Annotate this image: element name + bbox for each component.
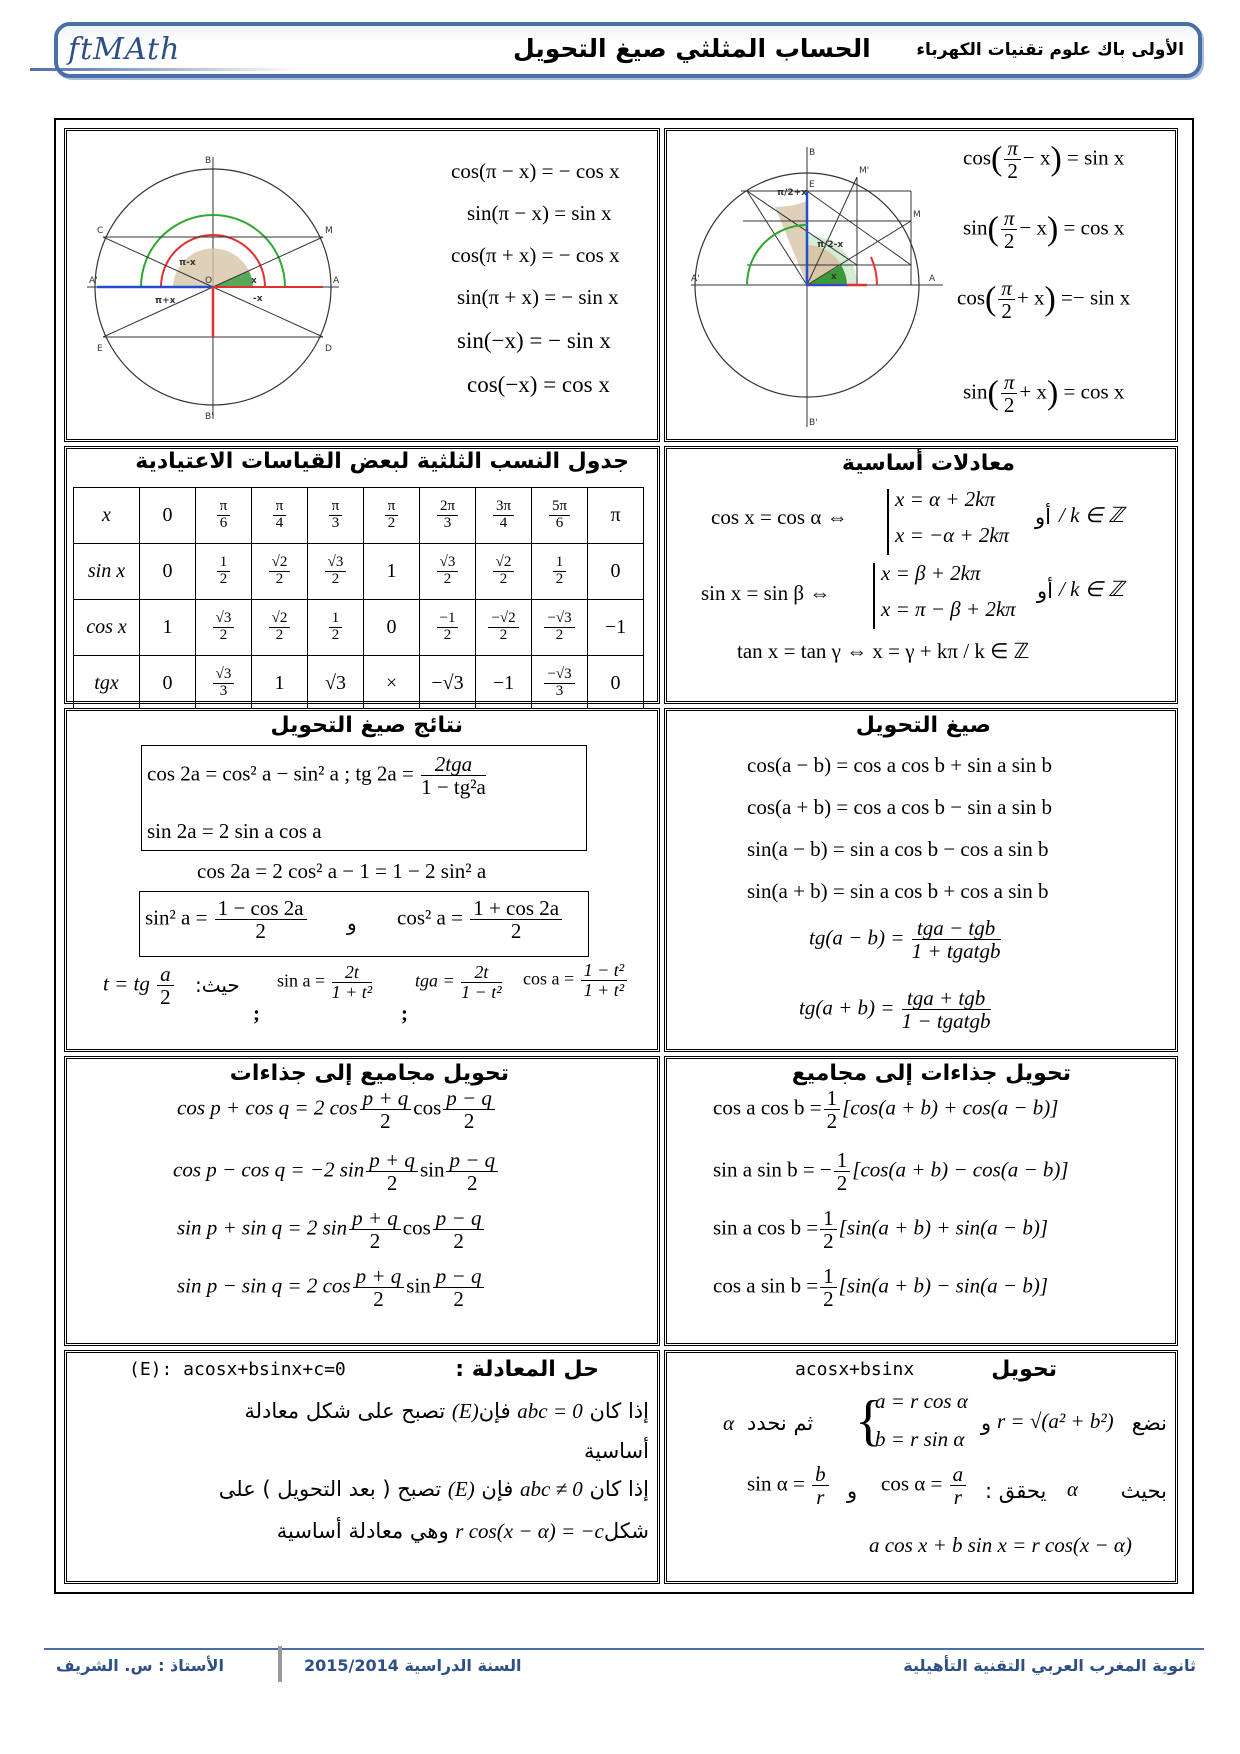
table-cell: 0 bbox=[588, 544, 644, 600]
and-label-2: و bbox=[847, 1479, 858, 1503]
table-fraction: $\frac{\pi}{3}$ bbox=[329, 499, 343, 532]
table-fraction: $\frac{1}{2}$ bbox=[329, 611, 343, 644]
table-cell bbox=[196, 488, 252, 544]
table-row bbox=[74, 544, 644, 600]
school-year: السنة الدراسية 2015/2014 bbox=[304, 1656, 522, 1675]
header-decoration bbox=[30, 68, 300, 71]
table-cell: 0 bbox=[140, 544, 196, 600]
cos-system-brace bbox=[887, 489, 889, 555]
table-cell: sin x bbox=[74, 544, 140, 600]
label-Ap: A' bbox=[89, 276, 98, 286]
cos-or: أو bbox=[1035, 505, 1051, 529]
identity-sin-pi2-minus-x: sin( $\frac{\pi}{2}$ − x) = cos x bbox=[963, 206, 1125, 254]
logo: ftMAth bbox=[68, 32, 181, 67]
table-cell bbox=[196, 600, 252, 656]
system-a: a = r cos α bbox=[875, 1389, 968, 1413]
product-to-sum-line: sin a cos b = $\frac{1}{2}$ [sin(a + b) + sin(a − b)] bbox=[713, 1206, 1049, 1254]
label-pi2-plus-x: π/2+x bbox=[777, 188, 808, 198]
box-product-to-sum bbox=[664, 1056, 1178, 1346]
table-fraction: $\frac{√3}{3}$ bbox=[213, 667, 235, 700]
table-cell: −√3 bbox=[420, 656, 476, 712]
verifies-label: يحقق : bbox=[985, 1479, 1047, 1503]
table-fraction: $\frac{5\pi}{6}$ bbox=[549, 499, 570, 532]
table-fraction: $\frac{√3}{2}$ bbox=[213, 611, 235, 644]
such-that: بحيث bbox=[1120, 1479, 1167, 1503]
table-cell bbox=[252, 600, 308, 656]
table-cell bbox=[308, 488, 364, 544]
case-1: إذا كان abc = 0 فإن(E) تصبح على شكل معادلة bbox=[244, 1399, 649, 1423]
table-cell: 1 bbox=[140, 600, 196, 656]
red-arc bbox=[871, 257, 877, 285]
sin-equation-lhs: sin x = sin β ⇔ bbox=[701, 581, 831, 605]
table-cell bbox=[364, 488, 420, 544]
unit-circle-diagram-left bbox=[83, 151, 343, 423]
sin2a: sin 2a = 2 sin a cos a bbox=[147, 819, 322, 843]
identity-sin-pi-plus-x: sin(π + x) = − sin x bbox=[457, 285, 619, 309]
box-solve-equation bbox=[64, 1350, 660, 1584]
label-minus-x: -x bbox=[253, 294, 263, 304]
table-row bbox=[74, 656, 644, 712]
table-cell: √3 bbox=[308, 656, 364, 712]
final-identity: a cos x + b sin x = r cos(x − α) bbox=[869, 1533, 1132, 1557]
table-fraction: $\frac{1}{2}$ bbox=[553, 555, 567, 588]
identity-sin-minus-x: sin(−x) = − sin x bbox=[457, 328, 611, 353]
table-fraction: $\frac{√3}{2}$ bbox=[437, 555, 459, 588]
label-Ap: A' bbox=[691, 274, 700, 284]
identity-cos-pi-minus-x: cos(π − x) = − cos x bbox=[451, 159, 620, 183]
teacher-name: الأستاذ : س. الشريف bbox=[56, 1656, 224, 1675]
box-value-table bbox=[64, 446, 660, 704]
solve-equation: (E): acosx+bsinx+c=0 bbox=[129, 1359, 346, 1380]
table-cell: 1 bbox=[252, 656, 308, 712]
label-E: E bbox=[809, 180, 815, 190]
table-fraction: $\frac{3\pi}{4}$ bbox=[493, 499, 514, 532]
system-brace: { bbox=[855, 1390, 882, 1452]
separator-2: ; bbox=[401, 1001, 408, 1025]
results-title: نتائج صيغ التحويل bbox=[270, 713, 463, 738]
table-cell: 0 bbox=[588, 656, 644, 712]
then-label: ثم نحدد bbox=[747, 1411, 814, 1435]
table-cell: 0 bbox=[140, 488, 196, 544]
sum-to-product-line: sin p + sin q = 2 sin $\frac{p + q}{2}$ cos $\frac{p - q}{2}$ bbox=[177, 1207, 486, 1252]
product-to-sum-line: cos a cos b = $\frac{1}{2}$ [cos(a + b) + cos(a − b)] bbox=[713, 1086, 1059, 1134]
identity-cos-pi2-minus-x: cos( $\frac{\pi}{2}$ − x) = sin x bbox=[963, 136, 1125, 184]
equations-title: معادلات أساسية bbox=[841, 451, 1015, 476]
table-cell bbox=[476, 600, 532, 656]
cos-a-plus-b: cos(a + b) = cos a cos b − sin a sin b bbox=[747, 795, 1052, 819]
table-fraction: $\frac{-√2}{2}$ bbox=[488, 611, 518, 644]
sin-or: أو bbox=[1037, 579, 1053, 603]
and-label: و bbox=[981, 1411, 992, 1435]
case-2-cont: شكلr cos(x − α) = −c وهي معادلة أساسية bbox=[276, 1519, 649, 1543]
tg-a-minus-b: tg(a − b) = $\frac{\text{tga − tgb}}{\text{1 + tgatgb}}$ bbox=[809, 916, 1001, 964]
formulas-title: صيغ التحويل bbox=[855, 713, 991, 738]
transform-title-expr: acosx+bsinx bbox=[795, 1359, 915, 1380]
table-fraction: $\frac{2\pi}{3}$ bbox=[437, 499, 458, 532]
product-to-sum-line: sin a sin b = − $\frac{1}{2}$ [cos(a + b) − cos(a − b)] bbox=[713, 1148, 1069, 1196]
sum-to-product-line: cos p − cos q = −2 sin $\frac{p + q}{2}$ sin $\frac{p - q}{2}$ bbox=[173, 1149, 500, 1194]
sin-of-t: sin a = $\frac{2t}{\text{1 + t²}}$ bbox=[277, 962, 373, 1002]
label-pi2-minus-x: π/2-x bbox=[817, 240, 844, 250]
identity-cos-pi2-plus-x: cos( $\frac{\pi}{2}$ + x) =− sin x bbox=[957, 276, 1131, 324]
identity-cos-pi-plus-x: cos(π + x) = − cos x bbox=[451, 243, 620, 267]
table-cell bbox=[420, 600, 476, 656]
label-B: B bbox=[809, 148, 816, 158]
separator-1: ; bbox=[253, 1001, 260, 1025]
label-C: C bbox=[97, 226, 104, 236]
cos-of-t: cos a = $\frac{\text{1 − t²}}{\text{1 + t²}}$ bbox=[523, 961, 629, 1000]
tg-a-plus-b: tg(a + b) = $\frac{\text{tga + tgb}}{\text{1 − tgatgb}}$ bbox=[799, 986, 991, 1034]
label-O: O bbox=[205, 276, 213, 286]
label-D: D bbox=[325, 344, 332, 354]
and-label: و bbox=[347, 911, 357, 935]
footer bbox=[44, 1648, 1204, 1675]
where-label: حيث: bbox=[195, 973, 240, 997]
case-2: إذا كان abc ≠ 0 فإن (E) تصبح ( بعد التحويل ) على bbox=[218, 1477, 649, 1501]
identity-sin-pi-minus-x: sin(π − x) = sin x bbox=[467, 201, 612, 225]
cos-alpha: cos α = $\frac{a}{r}$ bbox=[881, 1463, 968, 1508]
table-cell bbox=[420, 544, 476, 600]
table-fraction: $\frac{\pi}{6}$ bbox=[217, 499, 231, 532]
tga-of-t: tga = $\frac{2t}{\text{1 − t²}}$ bbox=[415, 962, 502, 1002]
label-B: B bbox=[205, 156, 212, 166]
cos2a-tg2a: cos 2a = cos² a − sin² a ; tg 2a = $\frac{\text{2tga}}{\text{1 − tg²a}}$ bbox=[147, 752, 486, 800]
table-row bbox=[74, 488, 644, 544]
label-Bp: B' bbox=[809, 418, 818, 428]
label-Mp: M' bbox=[859, 166, 870, 176]
class-level: الأولى باك علوم تقنيات الكهرباء bbox=[916, 40, 1184, 60]
identity-sin-pi2-plus-x: sin( $\frac{\pi}{2}$ + x) = cos x bbox=[963, 370, 1125, 418]
table-cell: −1 bbox=[588, 600, 644, 656]
cos-condition: / k ∈ ℤ bbox=[1059, 503, 1124, 527]
sin-sol-2: x = π − β + 2kπ bbox=[881, 597, 1016, 621]
table-cell bbox=[308, 544, 364, 600]
table-cell bbox=[252, 544, 308, 600]
table-fraction: $\frac{√2}{2}$ bbox=[269, 611, 291, 644]
solve-title: حل المعادلة : bbox=[455, 1357, 599, 1382]
box-addition-formulas bbox=[664, 708, 1178, 1052]
label-M: M bbox=[325, 226, 333, 236]
alpha-symbol: α bbox=[723, 1411, 735, 1435]
box-sum-to-product bbox=[64, 1056, 660, 1346]
table-cell: −1 bbox=[476, 656, 532, 712]
table-cell bbox=[196, 544, 252, 600]
box-results bbox=[64, 708, 660, 1052]
cos-sol-1: x = α + 2kπ bbox=[895, 487, 996, 511]
cos-squared: cos² a = $\frac{1 + \cos 2a}{2}$ bbox=[397, 897, 564, 942]
footer-separator bbox=[278, 1646, 282, 1682]
case-1-cont: أساسية bbox=[583, 1439, 649, 1463]
table-row bbox=[74, 600, 644, 656]
table-cell: tgx bbox=[74, 656, 140, 712]
label-pi-minus-x: π-x bbox=[179, 258, 196, 268]
box-transform bbox=[664, 1350, 1178, 1584]
sin-system-brace bbox=[873, 563, 875, 629]
table-fraction: $\frac{√2}{2}$ bbox=[269, 555, 291, 588]
sin-sol-1: x = β + 2kπ bbox=[881, 561, 981, 585]
box-half-pi-formulas bbox=[664, 128, 1178, 442]
system-b: b = r sin α bbox=[875, 1427, 965, 1451]
table-fraction: $\frac{√3}{2}$ bbox=[325, 555, 347, 588]
table-cell bbox=[252, 488, 308, 544]
table-fraction: $\frac{√2}{2}$ bbox=[493, 555, 515, 588]
label-M: M bbox=[913, 210, 921, 220]
table-fraction: $\frac{-√3}{3}$ bbox=[544, 667, 574, 700]
tan-equation: tan x = tan γ ⇔ x = γ + kπ / k ∈ ℤ bbox=[737, 639, 1030, 663]
table-cell: 0 bbox=[364, 600, 420, 656]
identity-cos-minus-x: cos(−x) = cos x bbox=[467, 372, 610, 397]
school-name: ثانوية المغرب العربي التقنية التأهيلية bbox=[903, 1656, 1196, 1675]
product-to-sum-title: تحويل جذاءات إلى مجاميع bbox=[791, 1061, 1071, 1086]
box-basic-equations bbox=[664, 446, 1178, 704]
sum-to-product-title: تحويل مجاميع إلى جذاءات bbox=[229, 1061, 509, 1086]
sin-condition: / k ∈ ℤ bbox=[1059, 577, 1124, 601]
label-x: x bbox=[251, 276, 257, 286]
table-cell bbox=[532, 656, 588, 712]
table-cell: π bbox=[588, 488, 644, 544]
cos-a-minus-b: cos(a − b) = cos a cos b + sin a sin b bbox=[747, 753, 1052, 777]
table-cell bbox=[532, 488, 588, 544]
alpha-symbol-2: α bbox=[1067, 1477, 1079, 1501]
r-definition: r = √(a² + b²) bbox=[997, 1409, 1114, 1433]
table-cell bbox=[476, 544, 532, 600]
radius-E bbox=[103, 287, 213, 337]
label-x: x bbox=[831, 272, 837, 282]
table-fraction: $\frac{\pi}{4}$ bbox=[273, 499, 287, 532]
table-fraction: $\frac{\pi}{2}$ bbox=[385, 499, 399, 532]
table-cell: cos x bbox=[74, 600, 140, 656]
table-title: جدول النسب الثلثية لبعض القياسات الاعتيادية bbox=[135, 449, 629, 474]
sin-squared: sin² a = $\frac{1 - \cos 2a}{2}$ bbox=[145, 897, 309, 942]
radius-D bbox=[213, 287, 323, 337]
table-cell bbox=[532, 600, 588, 656]
table-cell bbox=[420, 488, 476, 544]
label-A: A bbox=[333, 276, 340, 286]
table-fraction: $\frac{-1}{2}$ bbox=[437, 611, 459, 644]
page-title: الحساب المثلثي صيغ التحويل bbox=[513, 34, 871, 63]
product-to-sum-line: cos a sin b = $\frac{1}{2}$ [sin(a + b) − sin(a − b)] bbox=[713, 1264, 1049, 1312]
table-cell bbox=[196, 656, 252, 712]
sum-to-product-line: cos p + cos q = 2 cos $\frac{p + q}{2}$ cos $\frac{p - q}{2}$ bbox=[177, 1087, 497, 1132]
label-Bp: B' bbox=[205, 412, 214, 422]
sin-a-plus-b: sin(a + b) = sin a cos b + cos a sin b bbox=[747, 879, 1049, 903]
label-pi-plus-x: π+x bbox=[155, 296, 176, 306]
box-pi-formulas bbox=[64, 128, 660, 442]
sin-a-minus-b: sin(a − b) = sin a cos b − cos a sin b bbox=[747, 837, 1049, 861]
cos-equation-lhs: cos x = cos α ⇔ bbox=[711, 505, 848, 529]
t-substitution: t = tg $\frac{a}{2}$ bbox=[103, 963, 176, 1008]
unit-circle-diagram-right bbox=[687, 141, 947, 431]
trig-value-table bbox=[73, 487, 644, 712]
transform-title: تحويل bbox=[991, 1357, 1057, 1382]
cos2a-alt: cos 2a = 2 cos² a − 1 = 1 − 2 sin² a bbox=[197, 859, 487, 883]
label-A: A bbox=[929, 274, 936, 284]
table-cell bbox=[476, 488, 532, 544]
label-E: E bbox=[97, 344, 103, 354]
table-cell bbox=[308, 600, 364, 656]
put-label: نضع bbox=[1131, 1411, 1167, 1435]
table-cell: 1 bbox=[364, 544, 420, 600]
table-cell bbox=[532, 544, 588, 600]
table-cell: × bbox=[364, 656, 420, 712]
cos-sol-2: x = −α + 2kπ bbox=[895, 523, 1010, 547]
table-cell: x bbox=[74, 488, 140, 544]
table-fraction: $\frac{1}{2}$ bbox=[217, 555, 231, 588]
table-cell: 0 bbox=[140, 656, 196, 712]
table-fraction: $\frac{-√3}{2}$ bbox=[544, 611, 574, 644]
sin-alpha: sin α = $\frac{b}{r}$ bbox=[747, 1463, 831, 1508]
sum-to-product-line: sin p − sin q = 2 cos $\frac{p + q}{2}$ sin $\frac{p - q}{2}$ bbox=[177, 1265, 486, 1310]
